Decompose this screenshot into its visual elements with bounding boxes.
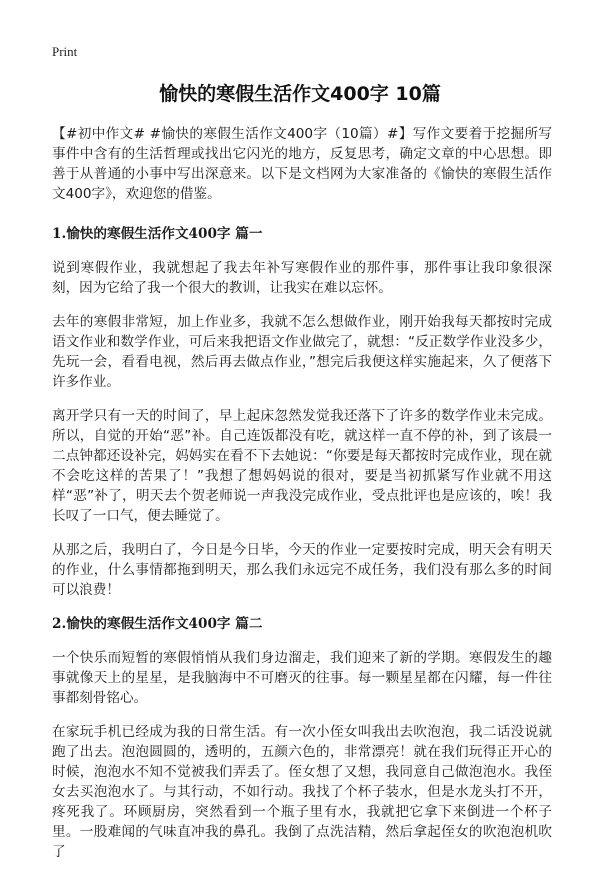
section-1-paragraph-4: 从那之后，我明白了，今日是今日毕，今天的作业一定要按时完成，明天会有明天的作业，什么事情都拖到明天，那么我们永远完不成任务，我们没有那么多的时间可以浪费！ [52, 542, 552, 598]
section-2-paragraph-1: 一个快乐而短暂的寒假悄悄从我们身边溜走，我们迎来了新的学期。寒假发生的趣事就像天上的星星，是我脑海中不可磨灭的往事。每一颗星星都在闪耀，每一件往事都刻骨铭心。 [52, 650, 552, 706]
section-1-paragraph-2: 去年的寒假非常短，加上作业多，我就不怎么想做作业，刚开始我每天都按时完成语文作业和数学作业，可后来我把语文作业做完了，就想：“反正数学作业没多少，先玩一会，看看电视，然后再去做点作业，”想完后我便这样实施起来，久了便落下许多作业。 [52, 314, 552, 390]
section-2-heading: 2.愉快的寒假生活作文400字 篇二 [52, 616, 263, 632]
section-1-paragraph-3: 离开学只有一天的时间了，早上起床忽然发觉我还落下了许多的数学作业未完成。所以，自觉的开始“恶”补。自己连饭都没有吃，就这样一直不停的补，到了该晨一二点钟都还设补完，妈妈实在看不下去她说：“你要是每天都按时完成作业，现在就不会吃这样的苦果了！”我想了想妈妈说的很对，要是当初抓紧写作业就不用这样“恶”补了，明天去个贺老师说一声我没完成作业，受点批评也是应该的，唉！我长叹了一口气，便去睡觉了。 [52, 408, 552, 524]
page-title: 愉快的寒假生活作文400字 10篇 [159, 83, 441, 105]
section-1-paragraph-1: 说到寒假作业，我就想起了我去年补写寒假作业的那件事，那件事让我印象很深刻，因为它给了我一个很大的教训，让我实在难以忘怀。 [52, 260, 552, 296]
section-1-heading: 1.愉快的寒假生活作文400字 篇一 [52, 226, 263, 242]
article-body [52, 124, 552, 876]
intro-paragraph: 【#初中作文# #愉快的寒假生活作文400字（10篇）#】写作文要着于挖掘所写事件中含有的生活哲理或找出它闪光的地方，反复思考，确定文章的中心思想。即善于从普通的小事中写出深意来。以下是文档网为大家准备的《愉快的寒假生活作文400字》，欢迎您的借鉴。 [52, 126, 552, 202]
print-label[interactable]: Print [52, 44, 78, 59]
section-2-paragraph-2: 在家玩手机已经成为我的日常生活。有一次小侄女叫我出去吹泡泡，我二话没说就跑了出去。泡泡圆圆的，透明的，五颜六色的，非常漂亮！就在我们玩得正开心的时候，泡泡水不知不觉被我们弄丢了。侄女想了又想，我同意自己做泡泡水。我侄女去买泡泡水了。与其行动，不如行动。我找了个杯子装水，但是水龙头打不开，疼死我了。环顾厨房，突然看到一个瓶子里有水，我就把它拿下来倒进一个杯子里。一股难闻的气味直冲我的鼻孔。我倒了点洗洁精，然后拿起侄女的吹泡泡机吹了 [52, 724, 552, 860]
